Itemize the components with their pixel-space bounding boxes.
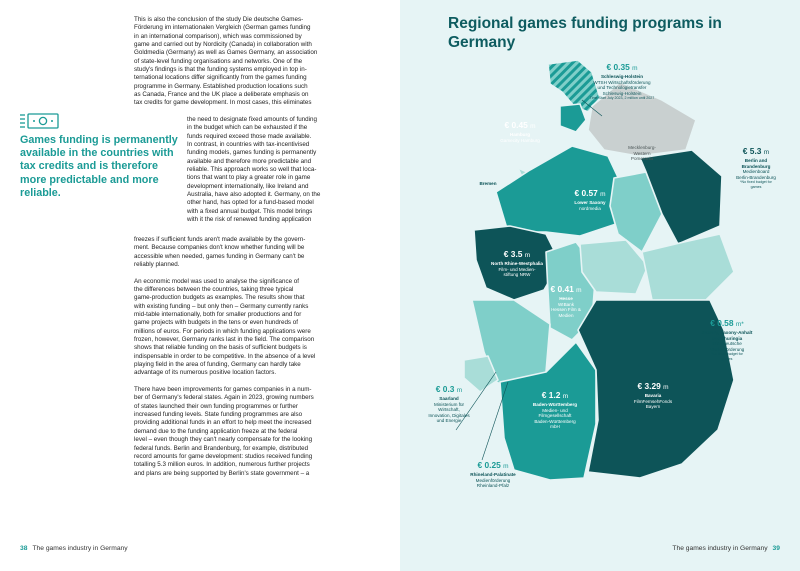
programme-name: Mitteldeutsche <box>712 341 742 347</box>
text-line: programme in Germany. Established production locations such <box>134 82 308 90</box>
amount: € 0.41 <box>550 284 574 294</box>
text-line: indispensable in order to be competitive. In the absence of a level <box>134 352 316 360</box>
state-name: and Thuringia <box>711 335 743 341</box>
page-footer-left <box>20 545 128 552</box>
amount: € 3.29 <box>637 381 661 391</box>
text-line: funding models, games funding is permanently <box>187 149 317 157</box>
text-line: shows that reliable funding on the basis of sufficient budgets is <box>134 344 307 352</box>
text-line: ber of Germany's federal states. Again in 2023, growing numbers <box>134 394 314 402</box>
programme-name: Rheinland-Pfalz <box>476 483 510 489</box>
text-line: game projects with budgets in the tens or even hundreds of <box>134 319 298 327</box>
text-line: record amounts for game development: studios received funding <box>134 452 313 460</box>
footnote: *No fixed budget for <box>740 180 772 185</box>
programme-name: Medienförderung <box>709 346 745 352</box>
amount: € 0.3 <box>435 384 455 394</box>
state-name: Baden-Württemberg <box>532 402 578 407</box>
footnote: *No fixed budget for <box>711 352 743 357</box>
state-name: Hamburg <box>509 132 531 137</box>
unit: m* <box>735 321 744 328</box>
text-line: tax credits for game development. In most cases, this eliminates <box>134 99 312 107</box>
text-line: reliably planned. <box>134 261 180 269</box>
label-hamburg <box>488 120 552 143</box>
text-line: Goldmedia (Germany) as well as Games Germany, an association <box>134 49 318 57</box>
programme-name: Medien <box>558 312 574 318</box>
programme-name: Schleswig-Holstein <box>602 90 642 96</box>
programme-name: Bayern <box>645 404 661 410</box>
text-line: with a fixed annual budget. This model brings <box>187 207 313 215</box>
unit: m <box>600 191 606 198</box>
state-name: North Rhine-Westphalia <box>491 261 543 266</box>
label-rhineland-palatinate <box>454 460 532 489</box>
unit: m <box>530 123 536 130</box>
state-name: Schleswig-Holstein <box>600 74 644 79</box>
unit: m <box>562 393 569 400</box>
label-bavaria <box>618 381 688 410</box>
text-line: demand due to the funding application freeze at the federal <box>134 427 298 435</box>
programme-name: Filmgesellschaft <box>538 413 572 419</box>
text-line: federal funds. Berlin and Brandenburg, for example, distributed <box>134 444 309 452</box>
label-nrw <box>476 249 558 278</box>
money-bill-icon <box>20 113 60 129</box>
map-title: Regional games funding programs in Germany <box>448 15 722 51</box>
body-text-block-1 <box>134 16 366 108</box>
text-line: study's findings is that the funding systems employed in top in- <box>134 66 307 74</box>
text-line: millions of euros. For periods in which funding applications were <box>134 327 311 335</box>
text-line: in the budget which can be exhausted if the <box>187 124 308 132</box>
text-line: playing field in the area of funding, Germany can hardly take <box>134 361 301 369</box>
label-saxony-anhalt-thuringia <box>684 318 770 361</box>
text-line: accessible when needed, games funding in Germany can't be <box>134 252 305 260</box>
right-page <box>400 0 800 571</box>
state-name: Pomerania <box>630 156 654 162</box>
state-name: Hesse <box>559 296 573 301</box>
amount: € 1.2 <box>541 390 561 400</box>
page-footer-right <box>672 545 780 552</box>
label-saarland <box>418 384 480 424</box>
text-line: tions that want to play a greater role in game <box>187 174 311 182</box>
unit: m <box>663 384 669 391</box>
footnote: games <box>750 184 762 189</box>
text-line: with it the risk of renewed funding application <box>187 216 312 224</box>
text-line: There have been improvements for games companies in a num- <box>134 386 312 394</box>
text-line: frozen, however, Germany ranks last in the field. The comparison <box>134 336 315 344</box>
region-hamburg <box>560 104 586 132</box>
text-line: level – even though they can't nearly compensate for the looking <box>134 436 313 444</box>
text-line: game-production budgets as examples. The results show that <box>134 294 305 302</box>
text-line: advantage of its numerous positive location factors. <box>134 369 277 377</box>
label-schleswig-holstein <box>572 62 672 101</box>
state-name: Western <box>633 150 651 156</box>
state-name: Bavaria <box>644 393 662 398</box>
programme-name: Medien- und <box>542 407 568 413</box>
state-name: Rhineland-Palatinate <box>470 472 516 477</box>
text-line: providing additional funds in an effort to help meet the increased <box>134 419 312 427</box>
text-line: and plans are being supported by Berlin's state government – a <box>134 469 310 477</box>
footnote: Time Start July 2023, 2 million until 2027 <box>589 96 655 101</box>
programme-name: Medienboard <box>742 169 770 175</box>
programme-name: stiftung NRW <box>503 272 531 278</box>
text-line: ternational locations differ significantly from the games funding <box>134 74 307 82</box>
label-bremen <box>468 181 508 187</box>
text-line: in an international comparison), which was commissioned by <box>134 32 302 40</box>
programme-name: Innovation, Digitales <box>428 412 470 418</box>
state-name: Lower Saxony <box>574 200 606 205</box>
text-line: ment. Because companies don't know whether funding will be <box>134 244 305 252</box>
label-lower-saxony <box>558 188 622 211</box>
programme-name: nordmedia <box>579 205 601 211</box>
programme-name: FilmFernsehFonds <box>633 398 673 404</box>
running-title: The games industry in Germany <box>32 545 128 552</box>
programme-name: WIBank <box>557 301 575 307</box>
unit: m <box>576 287 582 294</box>
text-line: of state-level funding organisations and networks. One of the <box>134 57 303 65</box>
state-name: Bremen <box>479 181 497 186</box>
region-saxony <box>642 234 734 300</box>
text-line: reliable. This approach works so well that loca- <box>187 166 317 174</box>
amount: € 0.25 <box>477 460 501 470</box>
unit: m <box>524 252 531 259</box>
text-line: game and carried out by Nordicity (Canada) in collaboration with <box>134 41 312 49</box>
amount: € 5.3 <box>742 146 762 156</box>
state-name: Saarland <box>439 396 459 401</box>
text-line: with existing funding – but only then – Germany currently ranks <box>134 302 309 310</box>
amount: € 0.57 <box>574 188 598 198</box>
programme-name: Medienförderung <box>475 477 511 483</box>
text-line: Förderung im internationalen Vergleich (German games funding <box>134 24 311 32</box>
text-line: Australia, have also adopted it. Germany, on the <box>187 191 321 199</box>
label-baden-wuerttemberg <box>518 390 592 430</box>
unit: m <box>456 387 463 394</box>
amount: € 0.35 <box>606 62 630 72</box>
text-line: the differences between the countries, taking three typical <box>134 286 294 294</box>
text-line: funds required exceed those made available. <box>187 132 312 140</box>
page-number: 38 <box>20 545 28 552</box>
text-line: increased funding levels. State funding programmes are also <box>134 411 303 419</box>
text-line: the need to designate fixed amounts of funding <box>187 116 317 123</box>
pull-quote: Games funding is permanently available in the countries with tax credits and is therefore more predictable and more reliable. <box>20 134 178 199</box>
amount: € 0.45 <box>504 120 528 130</box>
text-line: of states launched their own funding programmes or further <box>134 402 298 410</box>
programme-name: Ministerium für <box>433 401 465 407</box>
text-line: freezes if sufficient funds aren't made available by the govern- <box>134 236 306 243</box>
label-mecklenburg <box>606 145 678 162</box>
state-name: Saxony, Saxony-Anhalt <box>701 330 753 335</box>
programme-name: mbH <box>550 424 560 430</box>
text-line: as Canada, France and the UK place a deliberate emphasis on <box>134 91 309 99</box>
amount: € 0.58 <box>710 318 734 328</box>
text-line: This is also the conclusion of the study Die deutsche Games- <box>134 16 304 23</box>
programme-name: Baden-Württemberg <box>534 418 576 424</box>
programme-name: und Energie <box>436 418 462 424</box>
page-number: 39 <box>772 545 780 552</box>
state-name: Berlin and <box>744 158 768 163</box>
programme-name: Wirtschaft, <box>438 407 460 413</box>
text-line: totalling 5.3 million euros. In addition, numerous further projects <box>134 461 310 469</box>
programme-name: Hessen Film & <box>551 307 581 313</box>
label-berlin-brandenburg <box>722 146 790 189</box>
programme-name: Gamecity Hamburg <box>500 137 540 143</box>
unit: m <box>503 463 509 470</box>
programme-name: Berlin-Brandenburg <box>736 174 776 180</box>
text-line: In contrast, in countries with tax-incentivised <box>187 141 310 149</box>
text-line: available and therefore more predictable and <box>187 157 312 165</box>
programme-name: und Technologietransfer <box>597 85 647 91</box>
footnote: games <box>721 356 733 361</box>
state-name: Mecklenburg- <box>628 145 656 150</box>
unit: m <box>763 149 770 156</box>
body-text-block-2 <box>187 116 366 224</box>
text-line: development internationally, like Ireland and <box>187 182 309 190</box>
running-title: The games industry in Germany <box>672 545 768 552</box>
body-text-block-3 <box>134 236 366 478</box>
unit: m <box>632 65 638 72</box>
text-line: mid-table internationally, both for smaller productions and for <box>134 311 302 319</box>
label-hesse <box>538 284 594 318</box>
programme-name: WTSH Wirtschaftsförderung <box>593 79 651 85</box>
text-line: An economic model was used to analyse the significance of <box>134 277 300 285</box>
programme-name: Film- und Medien- <box>498 266 536 272</box>
text-line: other hand, has opted for a fund-based model <box>187 199 314 207</box>
state-name: Brandenburg <box>741 163 771 169</box>
amount: € 3.5 <box>503 249 523 259</box>
